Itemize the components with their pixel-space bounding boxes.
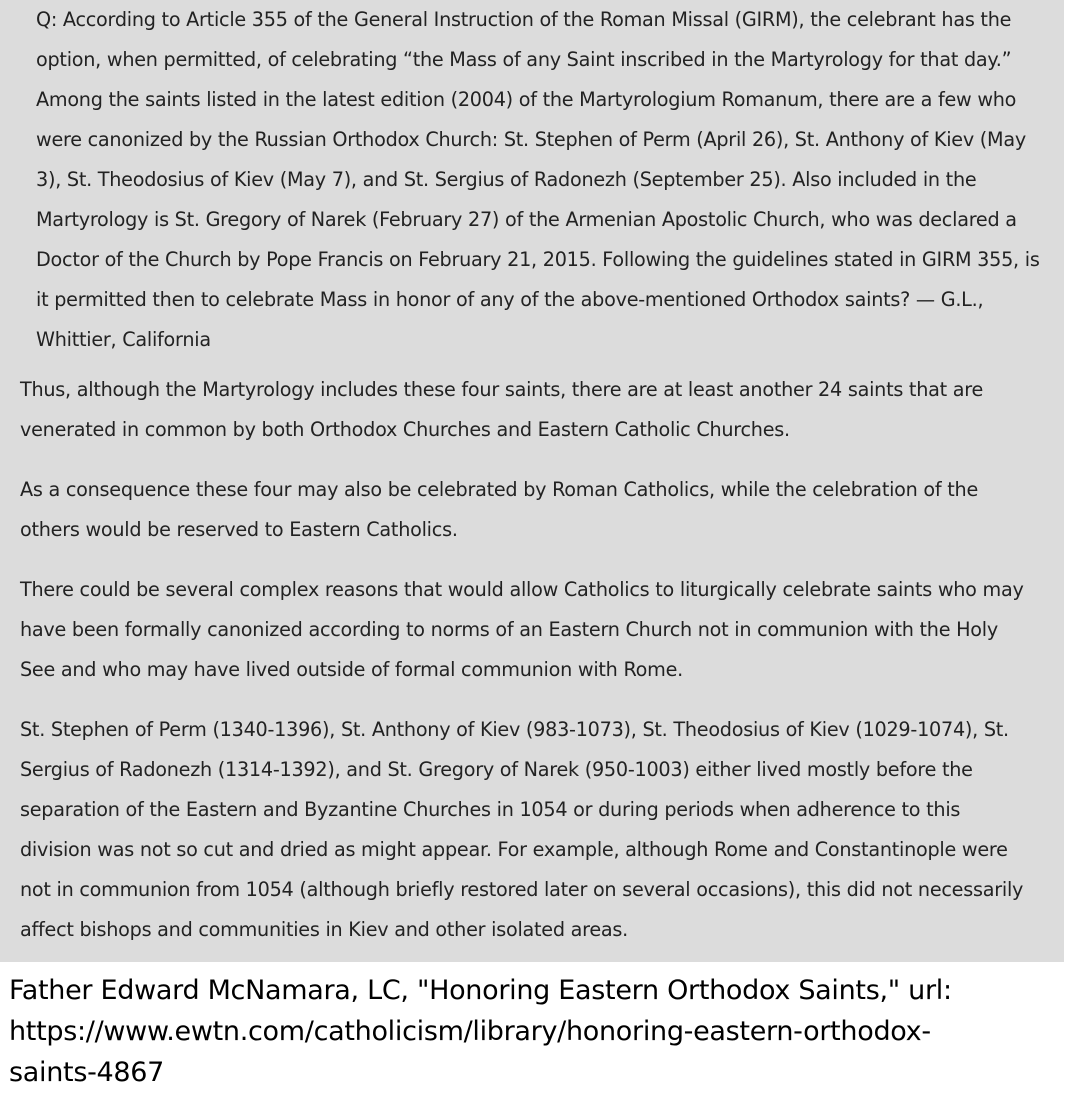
paragraph-line: As a consequence these four may also be celebrated by Roman Catholics, while the celebration of the xyxy=(20,478,978,501)
question-line: it permitted then to celebrate Mass in honor of any of the above-mentioned Orthodox saints? — G.L., xyxy=(36,288,984,311)
answer-paragraph-4 xyxy=(20,710,1030,950)
question-line: 3), St. Theodosius of Kiev (May 7), and St. Sergius of Radonezh (September 25). Also included in the xyxy=(36,168,977,191)
paragraph-line: have been formally canonized according to norms of an Eastern Church not in communion with the Holy xyxy=(20,618,998,641)
question-line: Q: According to Article 355 of the General Instruction of the Roman Missal (GIRM), the celebrant has the xyxy=(36,8,1012,31)
paragraph-line: St. Stephen of Perm (1340-1396), St. Anthony of Kiev (983-1073), St. Theodosius of Kiev (1029-1074), St. xyxy=(20,718,1009,741)
paragraph-line: See and who may have lived outside of formal communion with Rome. xyxy=(20,658,683,681)
paragraph-line: Thus, although the Martyrology includes these four saints, there are at least another 24 saints that are xyxy=(20,378,984,401)
paragraph-line: venerated in common by both Orthodox Churches and Eastern Catholic Churches. xyxy=(20,418,790,441)
paragraph-line: not in communion from 1054 (although briefly restored later on several occasions), this did not necessarily xyxy=(20,878,1024,901)
paragraph-line: separation of the Eastern and Byzantine Churches in 1054 or during periods when adherence to this xyxy=(20,798,961,821)
source-citation xyxy=(9,970,1049,1093)
question-line: Doctor of the Church by Pope Francis on February 21, 2015. Following the guidelines stated in GIRM 355, is xyxy=(36,248,1040,271)
question-line: Whittier, California xyxy=(36,328,211,351)
question-line: Martyrology is St. Gregory of Narek (February 27) of the Armenian Apostolic Church, who was declared a xyxy=(36,208,1017,231)
answer-paragraph-3 xyxy=(20,570,1030,690)
question-line: Among the saints listed in the latest edition (2004) of the Martyrologium Romanum, there are a few who xyxy=(36,88,1017,111)
paragraph-line: There could be several complex reasons that would allow Catholics to liturgically celebrate saints who may xyxy=(20,578,1024,601)
question-line: option, when permitted, of celebrating “the Mass of any Saint inscribed in the Martyrology for that day.” xyxy=(36,48,1012,71)
citation-url-line: https://www.ewtn.com/catholicism/library/honoring-eastern-orthodox- xyxy=(9,1016,931,1047)
question-line: were canonized by the Russian Orthodox Church: St. Stephen of Perm (April 26), St. Anthony of Kiev (May xyxy=(36,128,1026,151)
citation-url-line: saints-4867 xyxy=(9,1057,165,1088)
paragraph-line: Sergius of Radonezh (1314-1392), and St. Gregory of Narek (950-1003) either lived mostly before the xyxy=(20,758,973,781)
paragraph-line: division was not so cut and dried as might appear. For example, although Rome and Constantinople were xyxy=(20,838,1008,861)
question-block xyxy=(36,0,1040,360)
answer-paragraph-1 xyxy=(20,370,1030,450)
paragraph-line: others would be reserved to Eastern Catholics. xyxy=(20,518,458,541)
answer-paragraph-2 xyxy=(20,470,1030,550)
citation-line: Father Edward McNamara, LC, "Honoring Eastern Orthodox Saints," url: xyxy=(9,975,952,1006)
paragraph-line: affect bishops and communities in Kiev and other isolated areas. xyxy=(20,918,629,941)
